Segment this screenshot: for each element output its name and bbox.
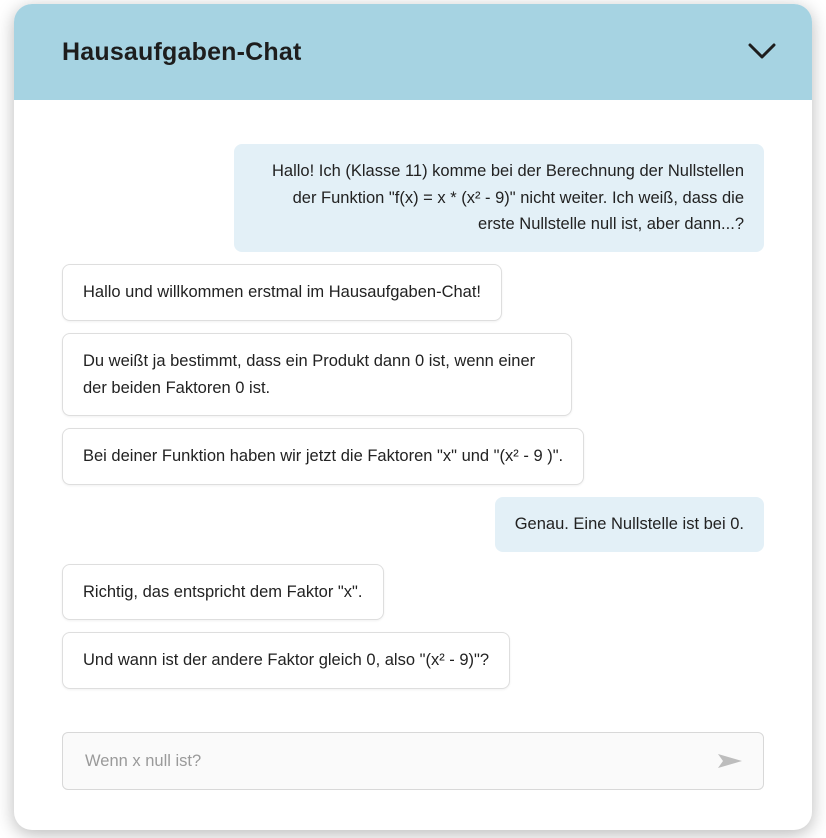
message-row [62, 497, 764, 552]
bot-message-bubble: Bei deiner Funktion haben wir jetzt die Faktoren "x" und "(x² - 9 )". [62, 428, 584, 485]
user-message-bubble: Genau. Eine Nullstelle ist bei 0. [495, 497, 764, 552]
bot-message-bubble: Richtig, das entspricht dem Faktor "x". [62, 564, 384, 621]
message-row [62, 564, 764, 621]
composer-area [14, 706, 812, 830]
user-message-bubble: Hallo! Ich (Klasse 11) komme bei der Berechnung der Nullstellen der Funktion "f(x) = x * (x² - 9)" nicht weiter. Ich weiß, dass die erste Nullstelle null ist, aber dann...? [234, 144, 764, 252]
message-row [62, 264, 764, 321]
message-row [62, 632, 764, 689]
message-row [62, 333, 764, 416]
message-input[interactable] [83, 751, 713, 772]
bot-message-bubble: Du weißt ja bestimmt, dass ein Produkt dann 0 ist, wenn einer der beiden Faktoren 0 ist. [62, 333, 572, 416]
bot-message-bubble: Hallo und willkommen erstmal im Hausaufgaben-Chat! [62, 264, 502, 321]
message-list [14, 100, 812, 706]
message-row [62, 428, 764, 485]
message-row [62, 144, 764, 252]
page-title: Hausaufgaben-Chat [62, 37, 302, 66]
bot-message-bubble: Und wann ist der andere Faktor gleich 0, also "(x² - 9)"? [62, 632, 510, 689]
chat-window [14, 4, 812, 830]
send-arrow-icon[interactable] [713, 744, 747, 778]
chat-header [14, 4, 812, 100]
chevron-down-icon[interactable] [742, 32, 782, 72]
composer[interactable] [62, 732, 764, 790]
